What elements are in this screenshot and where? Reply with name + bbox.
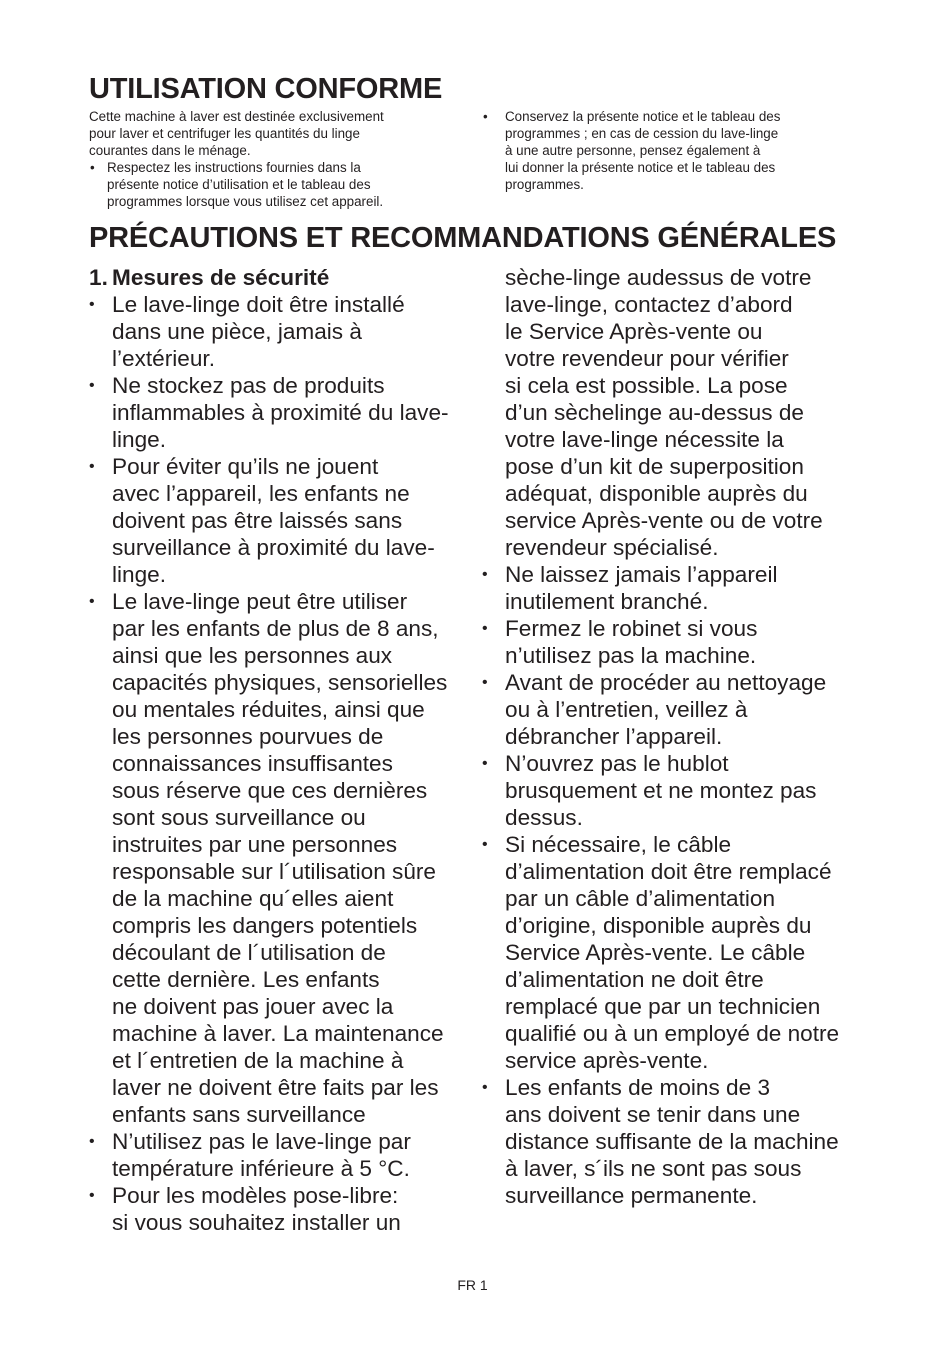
list-item-line: Avant de procéder au nettoyage [505,670,827,695]
list-item [482,561,867,615]
list-item: • Conservez la présente notice et le tableau des programmes ; en cas de cession du lave-linge à une autre personne, pensez également à lui donner la présente notice et le tableau des programmes. [483,109,781,192]
bullet-icon: • [89,377,95,394]
list-item-line: capacités physiques, sensorielles [112,670,448,695]
list-item-line: avec l’appareil, les enfants ne [112,481,410,506]
list-item-line: d’alimentation ne doit être [505,967,764,992]
list-item [89,1182,474,1236]
list-item [482,750,867,831]
bullet-icon: • [89,296,95,313]
list-item-line: surveillance permanente. [505,1183,758,1208]
section-title-precautions: PRÉCAUTIONS ET RECOMMANDATIONS GÉNÉRALES [89,222,837,254]
list-item-line: à laver, s´ils ne sont pas sous [505,1156,802,1181]
bullet-icon: • [89,1187,95,1204]
page-number: FR 1 [457,1277,488,1293]
paragraph-line: adéquat, disponible auprès du [505,481,808,506]
list-item-line: les personnes pourvues de [112,724,384,749]
list-item [89,291,474,372]
bullet-icon: • [482,620,488,637]
list-item-line: N’ouvrez pas le hublot [505,751,729,776]
list-item-line: Pour éviter qu’ils ne jouent [112,454,379,479]
list-item-line: sous réserve que ces dernières [112,778,428,803]
list-item-line: par les enfants de plus de 8 ans, [112,616,439,641]
paragraph-line: sèche-linge audessus de votre [505,265,812,290]
subsection-number: 1. [89,265,108,290]
paragraph-line: d’un sèchelinge au-dessus de [505,400,804,425]
list-item-line: cette dernière. Les enfants [112,967,380,992]
list-item-line: laver ne doivent être faits par les [112,1075,439,1100]
list-item-line: service après-vente. [505,1048,709,1073]
list-item-line: responsable sur l´utilisation sûre [112,859,437,884]
intro-paragraph [89,108,459,159]
precautions-right-column [482,264,867,1209]
list-item-line: distance suffisante de la machine [505,1129,839,1154]
list-item-line: enfants sans surveillance [112,1102,366,1127]
utilisation-left-column [89,108,459,210]
paragraph-line: votre revendeur pour vérifier [505,346,789,371]
list-item-line: Ne laissez jamais l’appareil [505,562,778,587]
list-item-line: machine à laver. La maintenance [112,1021,444,1046]
list-item-line: N’utilisez pas le lave-linge par [112,1129,411,1154]
list-item-line: Si nécessaire, le câble [505,832,732,857]
list-item-line: Fermez le robinet si vous [505,616,758,641]
bullet-icon: • [482,836,488,853]
list-item-line: découlant de l´utilisation de [112,940,386,965]
paragraph-line: votre lave-linge nécessite la [505,427,784,452]
list-item-line: Les enfants de moins de 3 [505,1075,771,1100]
list-item-line: instruites par une personnes [112,832,398,857]
bullet-icon: • [482,566,488,583]
list-item [89,453,474,588]
intro-line: courantes dans le ménage. [89,143,251,158]
list-item-line: sont sous surveillance ou [112,805,366,830]
list-item [482,615,867,669]
list-item-line: par un câble d’alimentation [505,886,776,911]
bullet-icon: • [90,160,95,175]
list-item-line: d’alimentation doit être remplacé [505,859,832,884]
bullet-icon: • [483,109,488,124]
utilisation-right-column [482,108,852,193]
bullet-icon: • [89,458,95,475]
list-item-line: linge. [112,562,167,587]
bullet-icon: • [89,593,95,610]
paragraph-line: pose d’un kit de superposition [505,454,804,479]
list-item-line: compris les dangers potentiels [112,913,418,938]
list-item [89,1128,474,1182]
list-item-line: Service Après-vente. Le câble [505,940,806,965]
list-item-line: Ne stockez pas de produits [112,373,385,398]
precautions-left-column [89,264,474,1236]
paragraph-line: service Après-vente ou de votre [505,508,823,533]
list-item-line: dessus. [505,805,583,830]
bullet-icon: • [482,674,488,691]
list-item-line: dans une pièce, jamais à [112,319,362,344]
intro-line: Cette machine à laver est destinée exclusivement [89,109,384,124]
list-item-line: inutilement branché. [505,589,709,614]
list-item-line: ou mentales réduites, ainsi que [112,697,425,722]
subsection-heading [89,264,474,291]
list-item-line: température inférieure à 5 °C. [112,1156,410,1181]
list-item-line: ou à l’entretien, veillez à [505,697,748,722]
list-item-line: doivent pas être laissés sans [112,508,403,533]
list-item-line: débrancher l’appareil. [505,724,723,749]
list-item-line: de la machine qu´elles aient [112,886,394,911]
continued-paragraph [482,264,867,561]
list-item-line: connaissances insuffisantes [112,751,393,776]
list-item-line: linge. [112,427,167,452]
list-item-line: l’extérieur. [112,346,215,371]
paragraph-line: le Service Après-vente ou [505,319,763,344]
paragraph-line: si cela est possible. La pose [505,373,788,398]
list-item [89,588,474,1128]
list-item-line: qualifié ou à un employé de notre [505,1021,840,1046]
list-item-line: Pour les modèles pose-libre: [112,1183,399,1208]
list-item-line: ne doivent pas jouer avec la [112,994,394,1019]
safety-list-left [89,291,474,1236]
utilisation-left-list [89,159,459,210]
list-item: • Respectez les instructions fournies dans la présente notice d’utilisation et le tableau des programmes lorsque vous utilisez cet appareil. [90,160,384,209]
intro-line: pour laver et centrifuger les quantités du linge [89,126,360,141]
list-item-line: remplacé que par un technicien [505,994,821,1019]
bullet-icon: • [89,1133,95,1150]
paragraph-line: lave-linge, contactez d’abord [505,292,793,317]
list-item-line: ans doivent se tenir dans une [505,1102,801,1127]
list-item [482,1074,867,1209]
list-item-line: et l´entretien de la machine à [112,1048,404,1073]
bullet-icon: • [482,1079,488,1096]
utilisation-right-list [482,108,852,193]
list-item-line: d’origine, disponible auprès du [505,913,812,938]
list-item-line: brusquement et ne montez pas [505,778,817,803]
safety-list-right [482,561,867,1209]
section-title-utilisation-conforme: UTILISATION CONFORME [89,73,443,105]
list-item-line: inflammables à proximité du lave- [112,400,449,425]
list-item-line: n’utilisez pas la machine. [505,643,757,668]
list-item-line: surveillance à proximité du lave- [112,535,435,560]
subsection-title: Mesures de sécurité [112,265,330,290]
list-item [89,372,474,453]
bullet-icon: • [482,755,488,772]
list-item-line: Le lave-linge doit être installé [112,292,405,317]
list-item-line: ainsi que les personnes aux [112,643,393,668]
list-item-line: Le lave-linge peut être utiliser [112,589,408,614]
list-item [482,831,867,1074]
list-item [482,669,867,750]
list-item-line: si vous souhaitez installer un [112,1210,401,1235]
paragraph-line: revendeur spécialisé. [505,535,719,560]
